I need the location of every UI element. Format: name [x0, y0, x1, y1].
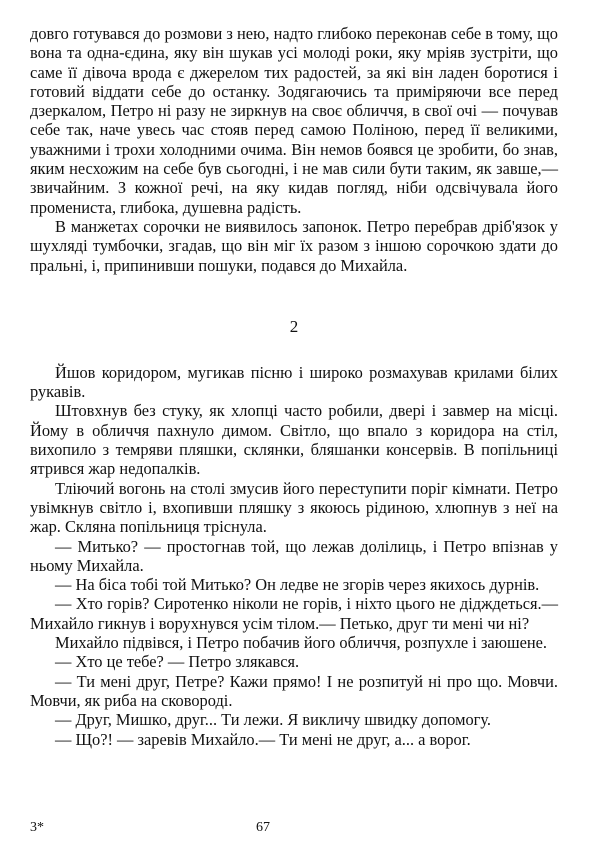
paragraph: довго готувався до розмови з нею, надто глибоко переконав себе в тому, що вона та одна-єдина, яку він шукав усі молоді роки, яку мріяв зустріти, що саме її дівоча врода є джерелом тих радостей, за які він ладен боротися і готовий віддати себе до останку. Зодягаючись та приміряючи все перед дзеркалом, Петро ні разу не зиркнув на своє обличчя, в свої очі — почував себе так, наче увесь час стояв перед самою Поліною, перед її великими, уважними і трохи холодними очима. Він немов боявся це зробити, бо знав, яким несхожим на себе був сьогодні, і не мав сили бути таким, як завше,— звичайним. З кожної речі, на яку кидав погляд, ніби одсвічувала його промениста, глибока, душевна радість.	[30, 24, 558, 217]
dialogue-line: — Митько? — простогнав той, що лежав долілиць, і Петро впізнав у ньому Михайла.	[30, 536, 558, 575]
page-body	[30, 24, 558, 749]
paragraph: В манжетах сорочки не виявилось запонок. Петро перебрав дріб'язок у шухляді тумбочки, згадав, що він міг їх разом з іншою сорочкою здати до пральні, і, припинивши пошуки, подався до Михайла.	[30, 216, 558, 275]
dialogue-line: — На біса тобі той Митько? Он ледве не згорів через якихось дурнів.	[55, 575, 540, 595]
paragraph: Михайло підвівся, і Петро побачив його обличчя, розпухле і заюшене.	[55, 633, 547, 653]
dialogue-line: — Ти мені друг, Петре? Кажи прямо! І не розпитуй ні про що. Мовчи. Мовчи, як риба на сковороді.	[30, 671, 558, 710]
signature-mark: 3*	[30, 820, 44, 835]
paragraph: Тліючий вогонь на столі змусив його переступити поріг кімнати. Петро увімкнув світло і, вхопивши пляшку з якоюсь рідиною, хлюпнув з неї на жар. Скляна попільниця тріснула.	[30, 478, 558, 537]
paragraph: Штовхнув без стуку, як хлопці часто робили, двері і завмер на місці. Йому в обличчя пахнуло димом. Світло, що впало з коридора на стіл, вихопило з темряви пляшки, склянки, бляшанки консервів. В попільниці ятрився жар недопалків.	[30, 401, 558, 479]
paragraph: Йшов коридором, мугикав пісню і широко розмахував крилами білих рукавів.	[30, 362, 558, 402]
dialogue-line: — Що?! — заревів Михайло.— Ти мені не друг, а... а ворог.	[55, 729, 471, 749]
dialogue-line: — Хто горів? Сиротенко ніколи не горів, і ніхто цього не дідждеться.— Михайло гикнув і ворухнувся усім тілом.— Петько, друг ти мені чи ні?	[30, 594, 558, 633]
page-number: 67	[256, 820, 270, 835]
page-footer	[30, 820, 558, 840]
dialogue-line: — Друг, Мишко, друг... Ти лежи. Я викличу швидку допомогу.	[55, 710, 492, 730]
dialogue-line: — Хто це тебе? — Петро злякався.	[55, 652, 300, 672]
chapter-number: 2	[289, 316, 299, 336]
